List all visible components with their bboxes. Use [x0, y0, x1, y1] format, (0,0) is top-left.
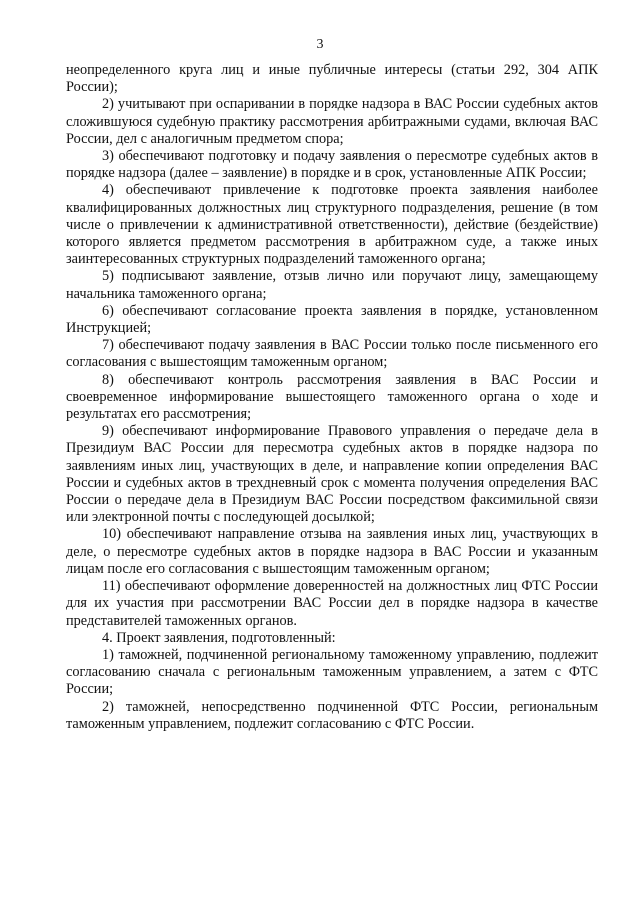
paragraph-item-10: 10) обеспечивают направление отзыва на заявления иных лиц, участвующих в деле, о пересмотре судебных актов в порядке надзора в ВАС России и указанным лицам после его согласования с вышестоящим таможенным органом;	[66, 526, 598, 577]
section-4-heading: 4. Проект заявления, подготовленный:	[102, 629, 336, 646]
paragraph-item-5: 5) подписывают заявление, отзыв лично или поручают лицу, замещающему начальника таможенного органа;	[66, 268, 598, 302]
paragraph-item-3: 3) обеспечивают подготовку и подачу заявления о пересмотре судебных актов в порядке надзора (далее – заявление) в порядке и в срок, установленные АПК России;	[66, 148, 598, 182]
page-number: 3	[316, 37, 324, 52]
paragraph-item-7: 7) обеспечивают подачу заявления в ВАС России только после письменного его согласования с вышестоящим таможенным органом;	[66, 337, 598, 371]
paragraph-item-11: 11) обеспечивают оформление доверенностей на должностных лиц ФТС России для их участия при рассмотрении ВАС России дел в порядке надзора в качестве представителей таможенных органов.	[66, 578, 598, 629]
paragraph-item-6: 6) обеспечивают согласование проекта заявления в порядке, установленном Инструкцией;	[66, 302, 598, 337]
section-4-item-2: 2) таможней, непосредственно подчиненной ФТС России, региональным таможенным управлением, подлежит согласованию с ФТС России.	[66, 698, 598, 732]
paragraph-continuation: неопределенного круга лиц и иные публичные интересы (статьи 292, 304 АПК России);	[66, 62, 598, 96]
document-body	[66, 62, 598, 733]
paragraph-item-2: 2) учитывают при оспаривании в порядке надзора в ВАС России судебных актов сложившуюся судебную практику рассмотрения арбитражными судами, включая ВАС России, дел с аналогичным предметом спора;	[66, 96, 598, 147]
paragraph-item-4: 4) обеспечивают привлечение к подготовке проекта заявления наиболее квалифицированных должностных лиц структурного подразделения, решение (в том числе о привлечении к административной ответственности), действие (бездействие) которого является предметом рассмотрения в арбитражном суде, а также иных заинтересованных структурных подразделений таможенного органа;	[66, 182, 598, 268]
section-4-item-1: 1) таможней, подчиненной региональному таможенному управлению, подлежит согласованию сначала с региональным таможенным управлением, а затем с ФТС России;	[66, 646, 598, 698]
paragraph-item-8: 8) обеспечивают контроль рассмотрения заявления в ВАС России и своевременное информирование вышестоящего таможенного органа о ходе и результатах его рассмотрения;	[66, 371, 598, 423]
paragraph-item-9: 9) обеспечивают информирование Правового управления о передаче дела в Президиум ВАС России для пересмотра судебных актов в порядке надзора по заявлениям иных лиц, участвующих в деле, и направление копии определения ВАС России и судебных актов в трехдневный срок с момента получения определения ВАС России о передаче дела в Президиум ВАС России посредством факсимильной связи или электронной почты с последующей досылкой;	[66, 423, 598, 526]
